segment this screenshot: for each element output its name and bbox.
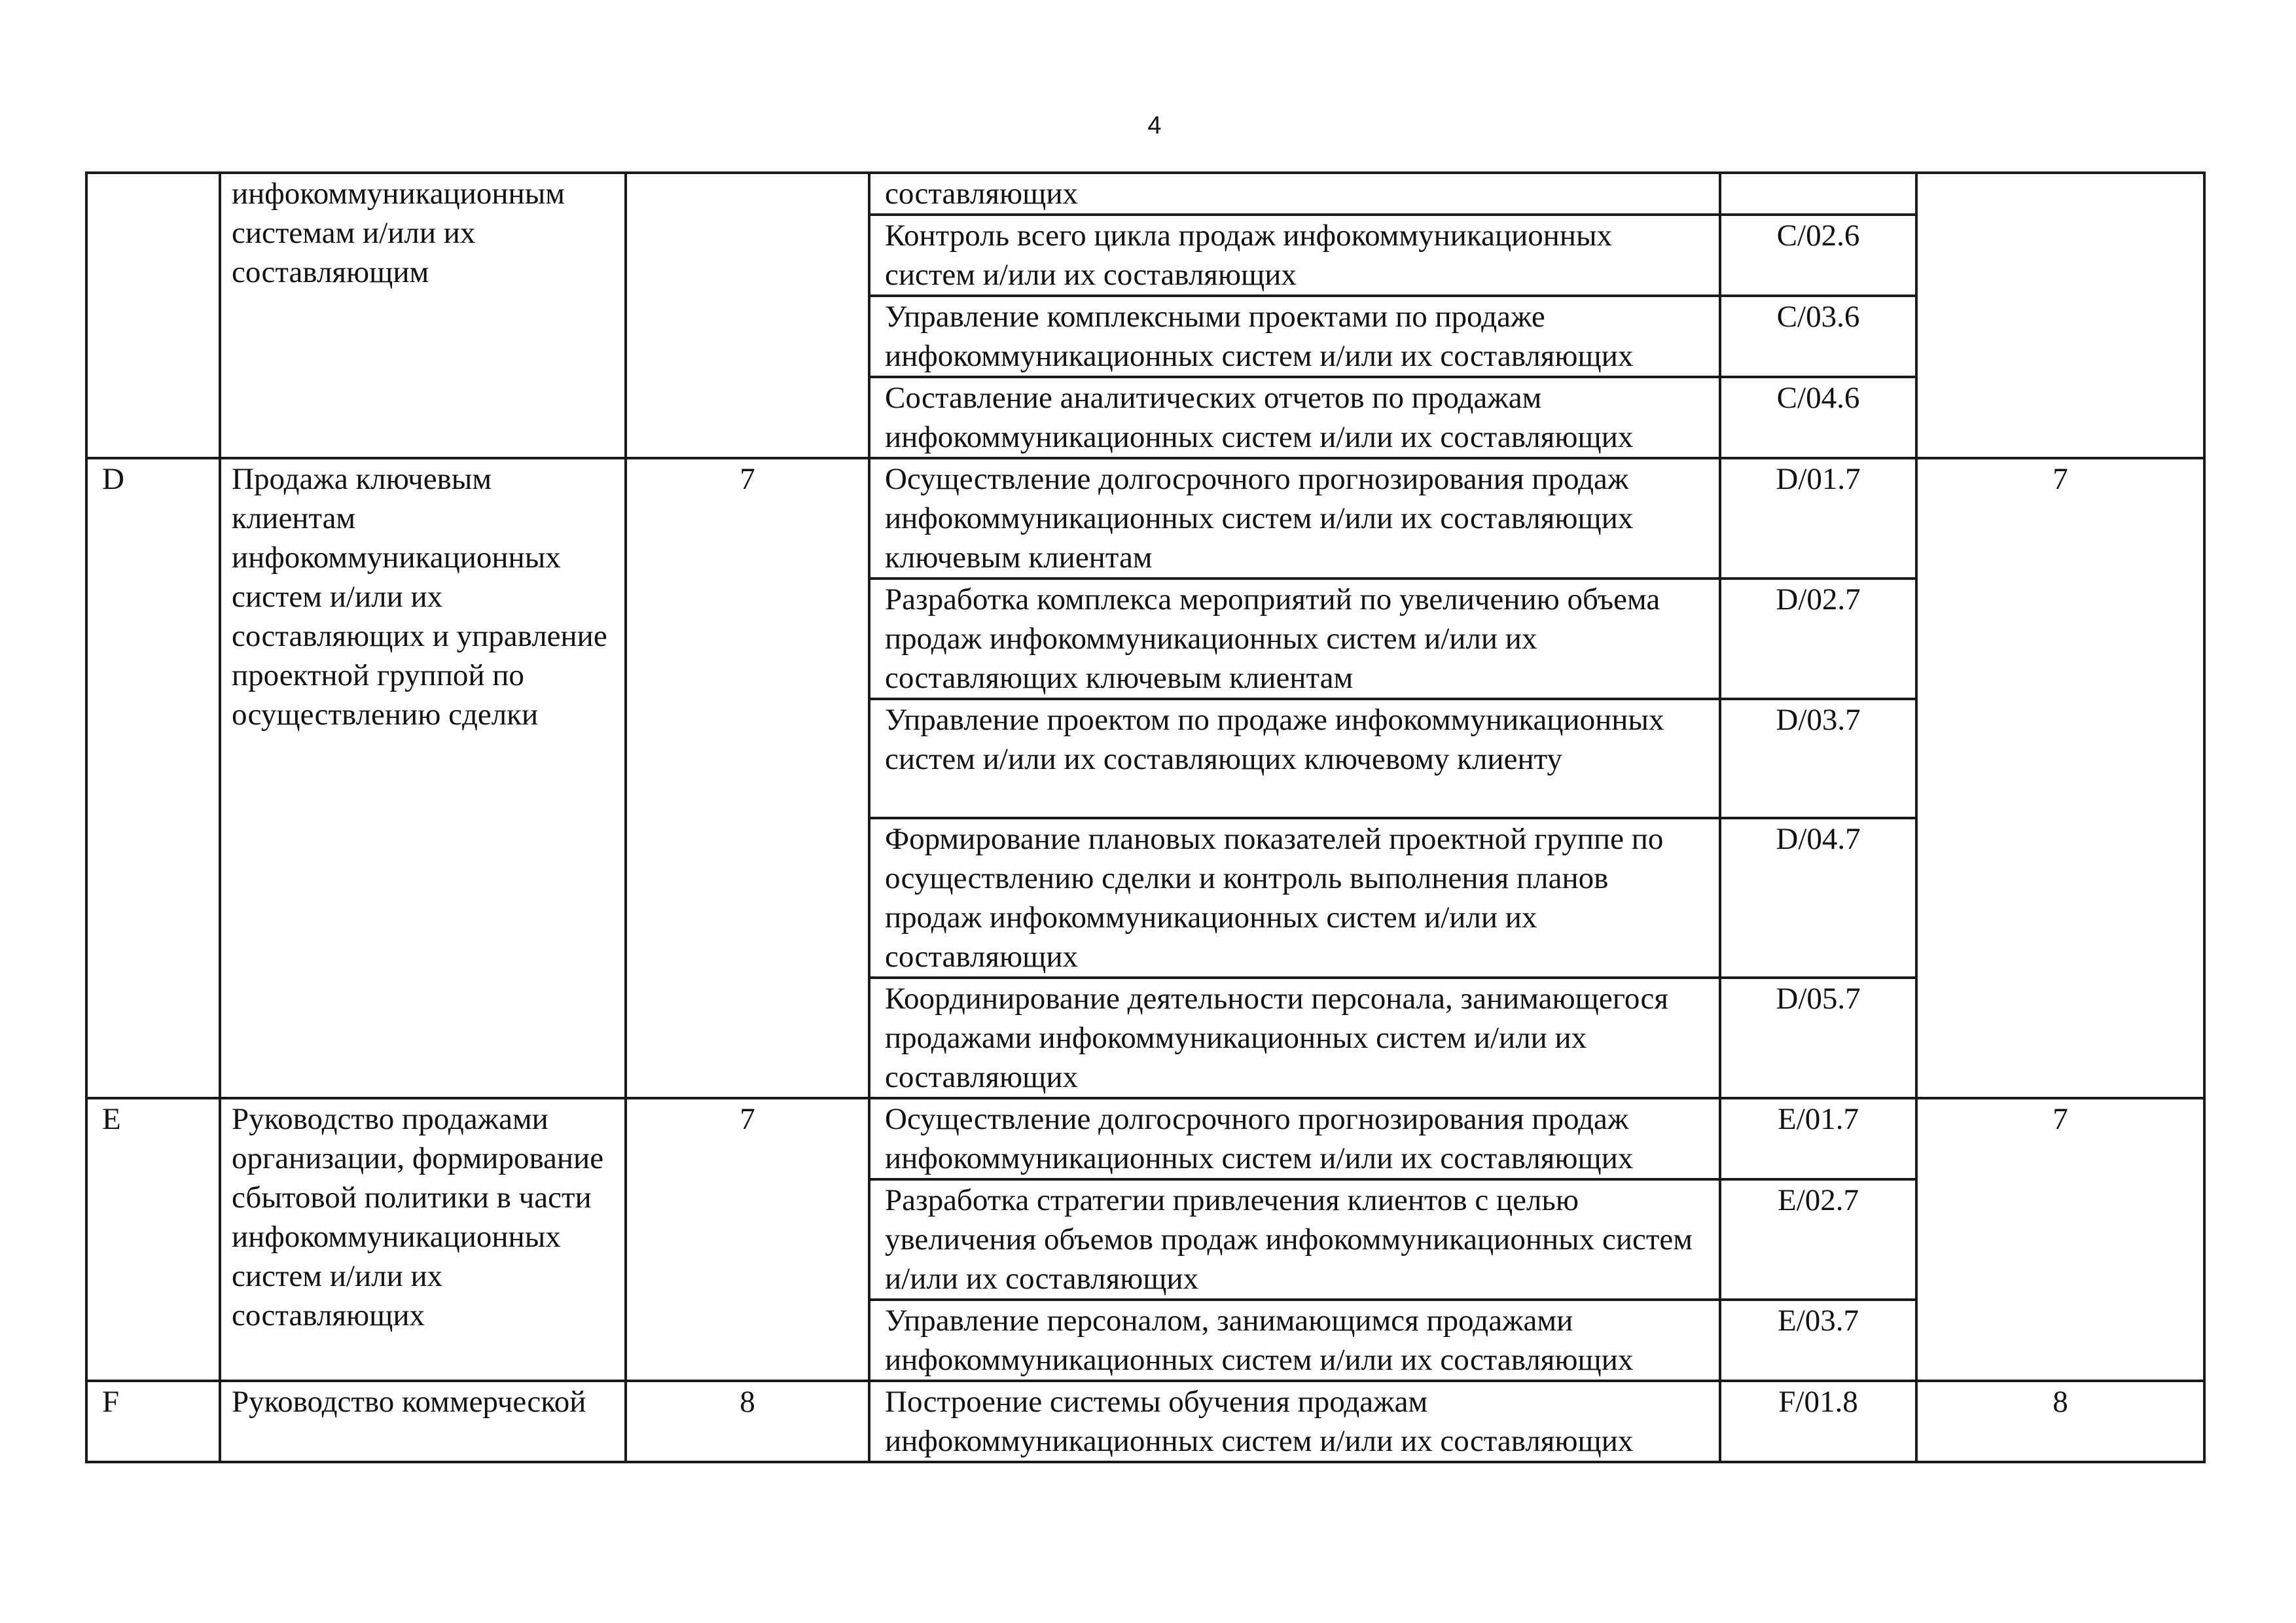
- function-level-cell: [1916, 173, 2204, 458]
- function-level-cell: 7: [1916, 1098, 2204, 1381]
- function-name-cell: Формирование плановых показателей проектной группе по осуществлению сделки и контроль выполнения планов продаж инфокоммуникационных систем и/или их составляющих: [869, 818, 1720, 978]
- function-code-cell: E/03.7: [1720, 1300, 1916, 1381]
- function-name-cell: Осуществление долгосрочного прогнозирования продаж инфокоммуникационных систем и/или их составляющих: [869, 1098, 1720, 1179]
- function-code-cell: E/01.7: [1720, 1098, 1916, 1179]
- group-level-cell: 7: [626, 458, 869, 1098]
- group-level-cell: [626, 173, 869, 458]
- function-code-cell: D/03.7: [1720, 699, 1916, 818]
- function-level-cell: 8: [1916, 1381, 2204, 1462]
- function-name-cell: Управление персоналом, занимающимся продажами инфокоммуникационных систем и/или их составляющих: [869, 1300, 1720, 1381]
- function-name-cell: Управление проектом по продаже инфокоммуникационных систем и/или их составляющих ключевому клиенту: [869, 699, 1720, 818]
- group-code-cell: E: [86, 1098, 220, 1381]
- group-level-cell: 7: [626, 1098, 869, 1381]
- function-name-cell: Управление комплексными проектами по продаже инфокоммуникационных систем и/или их составляющих: [869, 296, 1720, 377]
- function-code-cell: C/04.6: [1720, 377, 1916, 458]
- group-name-cell: инфокоммуникационным системам и/или их составляющим: [220, 173, 626, 458]
- function-code-cell: F/01.8: [1720, 1381, 1916, 1462]
- group-code-cell: [86, 173, 220, 458]
- function-name-cell: Координирование деятельности персонала, занимающегося продажами инфокоммуникационных систем и/или их составляющих: [869, 978, 1720, 1098]
- function-name-cell: Построение системы обучения продажам инфокоммуникационных систем и/или их составляющих: [869, 1381, 1720, 1462]
- function-code-cell: D/02.7: [1720, 579, 1916, 699]
- functions-table: [85, 171, 2206, 1463]
- group-name-cell: Продажа ключевым клиентам инфокоммуникационных систем и/или их составляющих и управление проектной группой по осуществлению сделки: [220, 458, 626, 1098]
- table-row: [86, 1098, 2204, 1179]
- page-number: 4: [1147, 112, 1162, 139]
- function-code-cell: D/01.7: [1720, 458, 1916, 579]
- function-name-cell: Разработка комплекса мероприятий по увеличению объема продаж инфокоммуникационных систем и/или их составляющих ключевым клиентам: [869, 579, 1720, 699]
- group-level-cell: 8: [626, 1381, 869, 1462]
- table-row: [86, 458, 2204, 579]
- table-row: [86, 1381, 2204, 1462]
- function-name-cell: Разработка стратегии привлечения клиентов с целью увеличения объемов продаж инфокоммуникационных систем и/или их составляющих: [869, 1179, 1720, 1300]
- function-code-cell: E/02.7: [1720, 1179, 1916, 1300]
- group-code-cell: D: [86, 458, 220, 1098]
- function-code-cell: D/05.7: [1720, 978, 1916, 1098]
- group-code-cell: F: [86, 1381, 220, 1462]
- table-row: [86, 173, 2204, 215]
- function-code-cell: D/04.7: [1720, 818, 1916, 978]
- function-name-cell: Составление аналитических отчетов по продажам инфокоммуникационных систем и/или их составляющих: [869, 377, 1720, 458]
- function-name-cell: Контроль всего цикла продаж инфокоммуникационных систем и/или их составляющих: [869, 215, 1720, 296]
- function-name-cell: Осуществление долгосрочного прогнозирования продаж инфокоммуникационных систем и/или их составляющих ключевым клиентам: [869, 458, 1720, 579]
- function-code-cell: C/03.6: [1720, 296, 1916, 377]
- function-code-cell: [1720, 173, 1916, 215]
- function-code-cell: C/02.6: [1720, 215, 1916, 296]
- group-name-cell: Руководство коммерческой: [220, 1381, 626, 1462]
- function-name-cell: составляющих: [869, 173, 1720, 215]
- function-level-cell: 7: [1916, 458, 2204, 1098]
- group-name-cell: Руководство продажами организации, формирование сбытовой политики в части инфокоммуникационных систем и/или их составляющих: [220, 1098, 626, 1381]
